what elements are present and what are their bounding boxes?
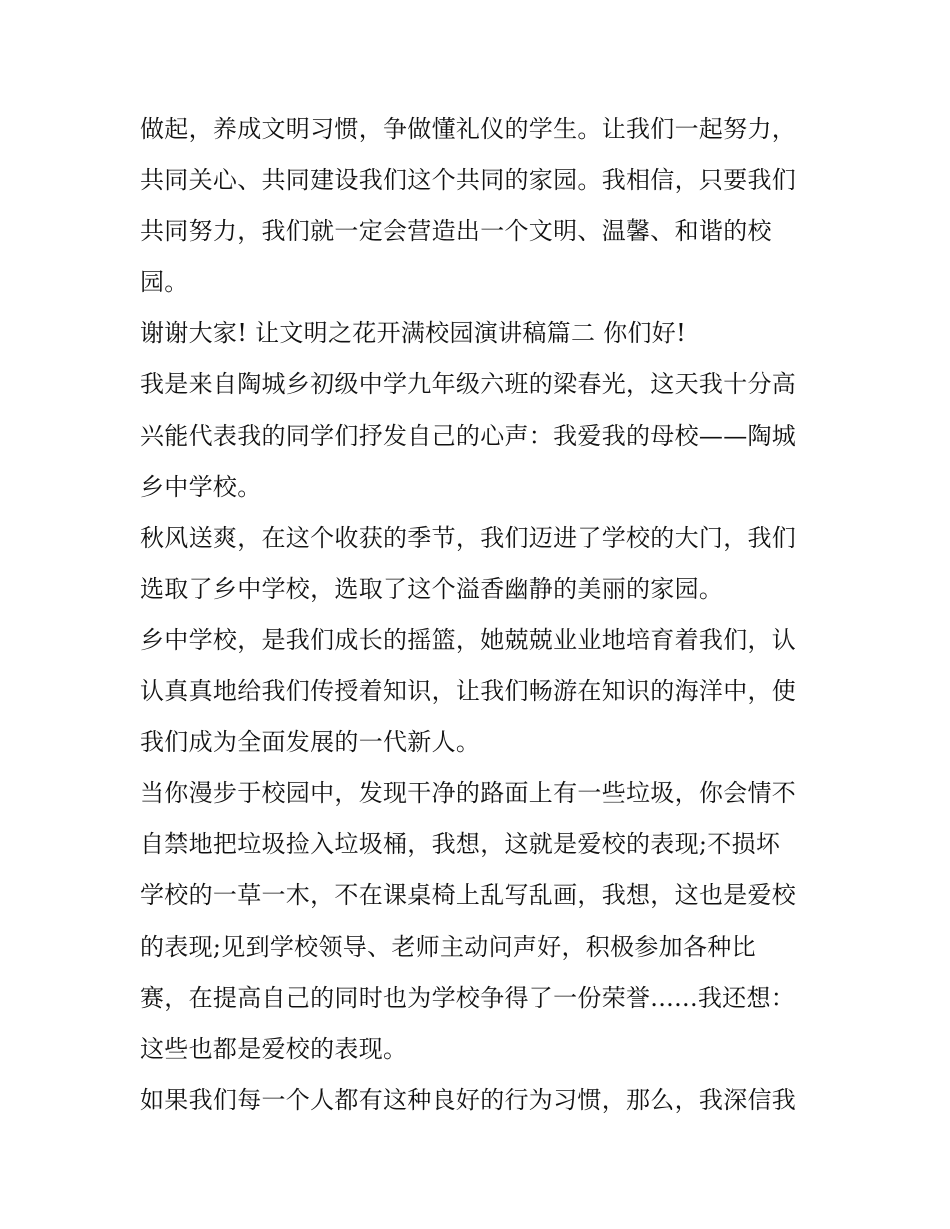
document-body (140, 104, 820, 1126)
text-line: 自禁地把垃圾捡入垃圾桶，我想，这就是爱校的表现;不损坏 (140, 830, 781, 859)
text-line: 学校的一草一木，不在课桌椅上乱写乱画，我想，这也是爱校 (140, 881, 797, 910)
text-line: 这些也都是爱校的表现。 (140, 1034, 408, 1063)
text-line: 如果我们每一个人都有这种良好的行为习惯，那么，我深信我 (140, 1085, 797, 1114)
text-line: 的表现;见到学校领导、老师主动问声好，积极参加各种比 (140, 932, 756, 961)
text-line: 秋风送爽，在这个收获的季节，我们迈进了学校的大门，我们 (140, 523, 797, 552)
text-line: 我们成为全面发展的一代新人。 (140, 728, 481, 757)
text-line: 做起，养成文明习惯，争做懂礼仪的学生。让我们一起努力， (140, 115, 797, 143)
text-line: 谢谢大家! 让文明之花开满校园演讲稿篇二 你们好! (140, 319, 687, 348)
text-line: 园。 (140, 268, 189, 297)
text-line: 兴能代表我的同学们抒发自己的心声：我爱我的母校——陶城 (140, 421, 797, 450)
text-line: 乡中学校。 (140, 472, 262, 501)
text-line: 我是来自陶城乡初级中学九年级六班的梁春光，这天我十分高 (140, 370, 797, 399)
text-line: 共同关心、共同建设我们这个共同的家园。我相信，只要我们 (140, 166, 797, 195)
text-line: 认真真地给我们传授着知识，让我们畅游在知识的海洋中，使 (140, 677, 797, 706)
text-line: 共同努力，我们就一定会营造出一个文明、温馨、和谐的校 (140, 217, 772, 246)
text-line: 当你漫步于校园中，发现干净的路面上有一些垃圾，你会情不 (140, 779, 797, 808)
text-line: 选取了乡中学校，选取了这个溢香幽静的美丽的家园。 (140, 574, 724, 603)
text-line: 乡中学校，是我们成长的摇篮，她兢兢业业地培育着我们，认 (140, 625, 797, 654)
text-line: 赛，在提高自己的同时也为学校争得了一份荣誉......我还想： (140, 983, 796, 1012)
